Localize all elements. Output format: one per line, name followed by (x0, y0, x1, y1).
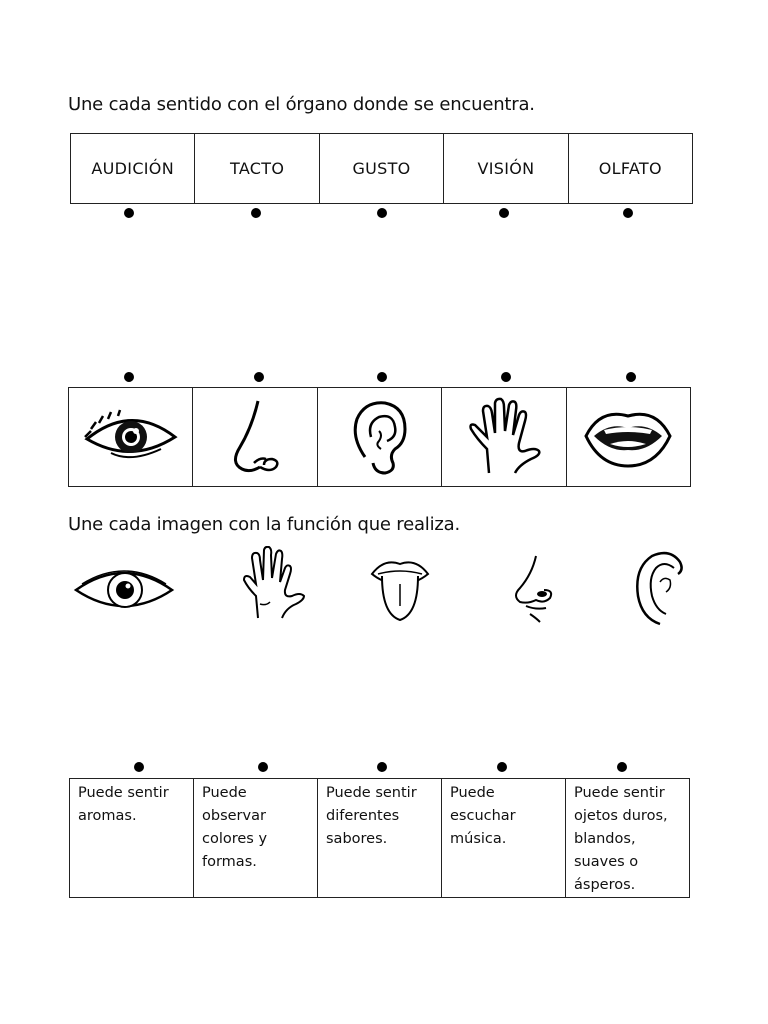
connect-dot[interactable] (497, 762, 507, 772)
sense-cell (71, 134, 195, 203)
organ-cell (318, 388, 442, 486)
connect-dot[interactable] (377, 372, 387, 382)
nose-icon (506, 554, 560, 624)
eye-icon (81, 407, 181, 467)
eye-icon (72, 558, 176, 622)
connect-dot[interactable] (617, 762, 627, 772)
connect-dot[interactable] (377, 762, 387, 772)
sense-label: OLFATO (598, 159, 662, 178)
connect-dot[interactable] (124, 208, 134, 218)
function-text: Puede sentir diferentes sabores. (326, 785, 417, 847)
organ-cell (567, 388, 690, 486)
function-cell (194, 779, 318, 897)
mouth-icon (580, 402, 676, 472)
function-cell (566, 779, 689, 897)
sense-label: VISIÓN (477, 159, 535, 178)
nose-icon (220, 397, 290, 477)
connect-dot[interactable] (251, 208, 261, 218)
instruction-functions: Une cada imagen con la función que realiza. (68, 514, 461, 535)
function-cell (318, 779, 442, 897)
function-cell (442, 779, 566, 897)
senses-table (70, 133, 693, 204)
function-cell (70, 779, 194, 897)
organ-cell (193, 388, 317, 486)
organ-cell (442, 388, 566, 486)
sense-label: TACTO (229, 159, 285, 178)
sense-label: GUSTO (352, 159, 411, 178)
function-text: Puede observar colores y formas. (202, 785, 268, 870)
organ-cell (69, 388, 193, 486)
ear-icon (345, 397, 415, 477)
connect-dot[interactable] (501, 372, 511, 382)
ear-icon (630, 548, 686, 628)
sense-cell (320, 134, 444, 203)
connect-dot[interactable] (254, 372, 264, 382)
connect-dot[interactable] (499, 208, 509, 218)
functions-table (69, 778, 690, 898)
sense-label: AUDICIÓN (91, 159, 174, 178)
sense-cell (444, 134, 568, 203)
function-text: Puede sentir ojetos duros, blandos, suaves o ásperos. (574, 785, 668, 893)
connect-dot[interactable] (623, 208, 633, 218)
hand-icon (459, 397, 549, 477)
function-text: Puede escuchar música. (450, 785, 516, 847)
organ-table (68, 387, 691, 487)
connect-dot[interactable] (377, 208, 387, 218)
hand-icon (238, 546, 308, 622)
connect-dot[interactable] (124, 372, 134, 382)
sense-cell (569, 134, 692, 203)
tongue-icon (368, 554, 432, 624)
function-text: Puede sentir aromas. (78, 785, 169, 824)
connect-dot[interactable] (626, 372, 636, 382)
connect-dot[interactable] (258, 762, 268, 772)
instruction-senses: Une cada sentido con el órgano donde se encuentra. (68, 94, 535, 115)
sense-cell (195, 134, 319, 203)
connect-dot[interactable] (134, 762, 144, 772)
